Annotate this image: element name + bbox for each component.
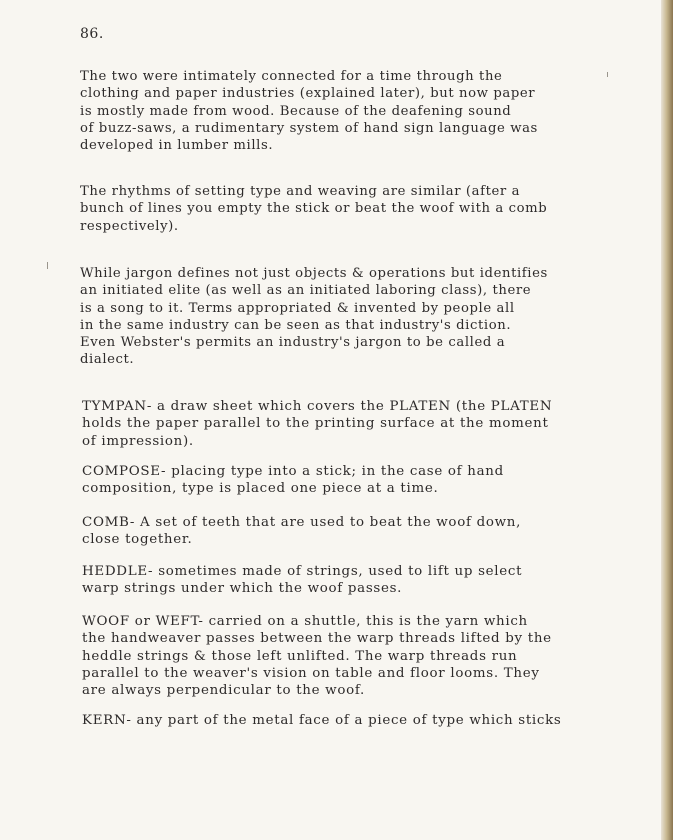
- paragraph-paper-wood: [80, 68, 538, 154]
- text-line: The two were intimately connected for a time through the: [80, 69, 503, 84]
- text-line: respectively).: [80, 218, 179, 234]
- page-number: 86.: [80, 26, 104, 42]
- text-line: COMB- A set of teeth that are used to beat the woof down,: [82, 515, 522, 530]
- text-line: warp strings under which the woof passes.: [82, 581, 403, 597]
- text-line: is mostly made from wood. Because of the deafening sound: [80, 103, 512, 119]
- text-line: developed in lumber mills.: [80, 138, 274, 154]
- text-line: COMPOSE- placing type into a stick; in the case of hand: [82, 464, 504, 479]
- text-line: is a song to it. Terms appropriated & invented by people all: [80, 300, 515, 316]
- text-line: close together.: [82, 532, 193, 548]
- glossary-entry-kern: [82, 712, 562, 729]
- glossary-entry-woof: [82, 613, 552, 699]
- glossary-entry-compose: [82, 463, 504, 498]
- book-binding-edge: [661, 0, 673, 840]
- text-line: Even Webster's permits an industry's jargon to be called a: [80, 335, 506, 351]
- text-line: HEDDLE- sometimes made of strings, used to lift up select: [82, 564, 523, 579]
- text-line: are always perpendicular to the woof.: [82, 683, 365, 699]
- text-line: bunch of lines you empty the stick or beat the woof with a comb: [80, 201, 548, 217]
- text-line: of buzz-saws, a rudimentary system of hand sign language was: [80, 120, 538, 136]
- glossary-entry-heddle: [82, 563, 522, 598]
- glossary-entry-comb: [82, 514, 521, 549]
- text-line: dialect.: [80, 352, 135, 368]
- text-line: clothing and paper industries (explained later), but now paper: [80, 86, 536, 102]
- text-line: parallel to the weaver's vision on table and floor looms. They: [82, 665, 540, 681]
- text-line: While jargon defines not just objects & operations but identifies: [80, 266, 548, 281]
- margin-mark: [47, 262, 48, 269]
- text-line: in the same industry can be seen as that industry's diction.: [80, 317, 512, 333]
- paragraph-jargon: [80, 265, 548, 369]
- glossary-entry-tympan: [82, 398, 552, 450]
- text-line: KERN- any part of the metal face of a piece of type which sticks: [82, 713, 562, 728]
- text-line: the handweaver passes between the warp threads lifted by the: [82, 631, 552, 647]
- paragraph-rhythms: [80, 183, 547, 235]
- text-line: TYMPAN- a draw sheet which covers the PLATEN (the PLATEN: [82, 399, 553, 414]
- text-line: heddle strings & those left unlifted. The warp threads run: [82, 648, 518, 664]
- text-line: of impression).: [82, 433, 194, 449]
- text-line: The rhythms of setting type and weaving are similar (after a: [80, 184, 521, 199]
- text-line: composition, type is placed one piece at a time.: [82, 481, 439, 497]
- text-line: an initiated elite (as well as an initiated laboring class), there: [80, 283, 532, 299]
- text-line: WOOF or WEFT- carried on a shuttle, this is the yarn which: [82, 614, 528, 629]
- text-line: holds the paper parallel to the printing surface at the moment: [82, 416, 549, 432]
- margin-mark: [607, 72, 608, 77]
